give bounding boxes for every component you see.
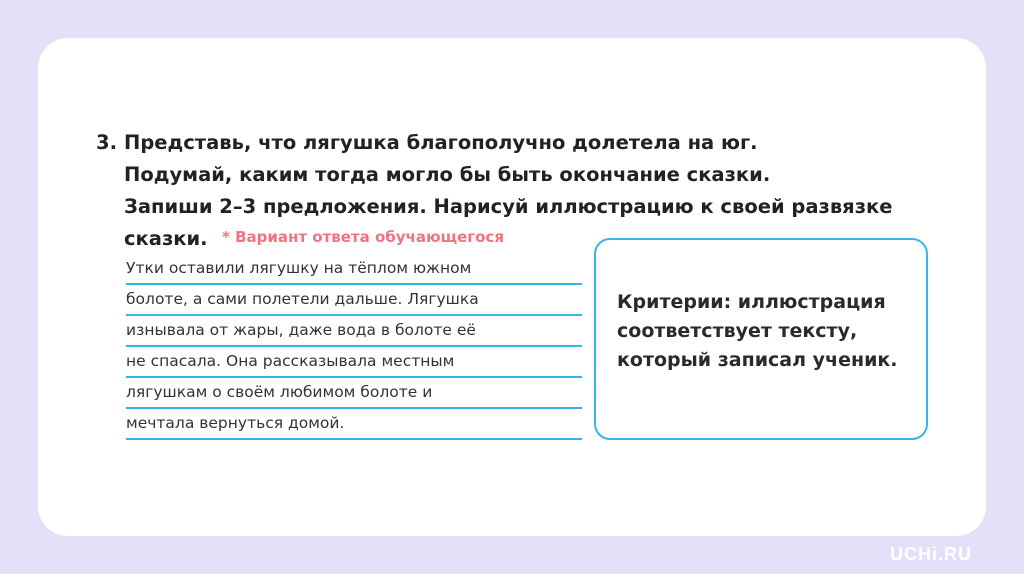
answer-line: Утки оставили лягушку на тёплом южном	[126, 254, 582, 285]
answer-line: болоте, а сами полетели дальше. Лягушка	[126, 285, 582, 316]
criteria-box	[594, 238, 928, 440]
answer-line: изнывала от жары, даже вода в болоте её	[126, 316, 582, 347]
answer-line: мечтала вернуться домой.	[126, 409, 582, 440]
task-line: Представь, что лягушка благополучно долетела на юг.	[124, 131, 758, 154]
criteria-line: соответствует тексту,	[617, 320, 858, 342]
task-line: Подумай, каким тогда могло бы быть окончание сказки.	[124, 163, 771, 186]
criteria-text	[617, 288, 917, 375]
answer-variant-note: * Вариант ответа обучающегося	[222, 228, 504, 246]
answer-lines	[126, 254, 582, 440]
task-line: сказки.	[124, 227, 208, 250]
task-line: Запиши 2–3 предложения. Нарисуй иллюстрацию к своей развязке	[124, 195, 893, 218]
answer-line: не спасала. Она рассказывала местным	[126, 347, 582, 378]
uchi-watermark: UCHi.RU	[890, 544, 972, 564]
criteria-line: который записал ученик.	[617, 349, 898, 371]
criteria-line: Критерии: иллюстрация	[617, 291, 886, 313]
task-number: 3.	[96, 131, 117, 154]
answer-line: лягушкам о своём любимом болоте и	[126, 378, 582, 409]
